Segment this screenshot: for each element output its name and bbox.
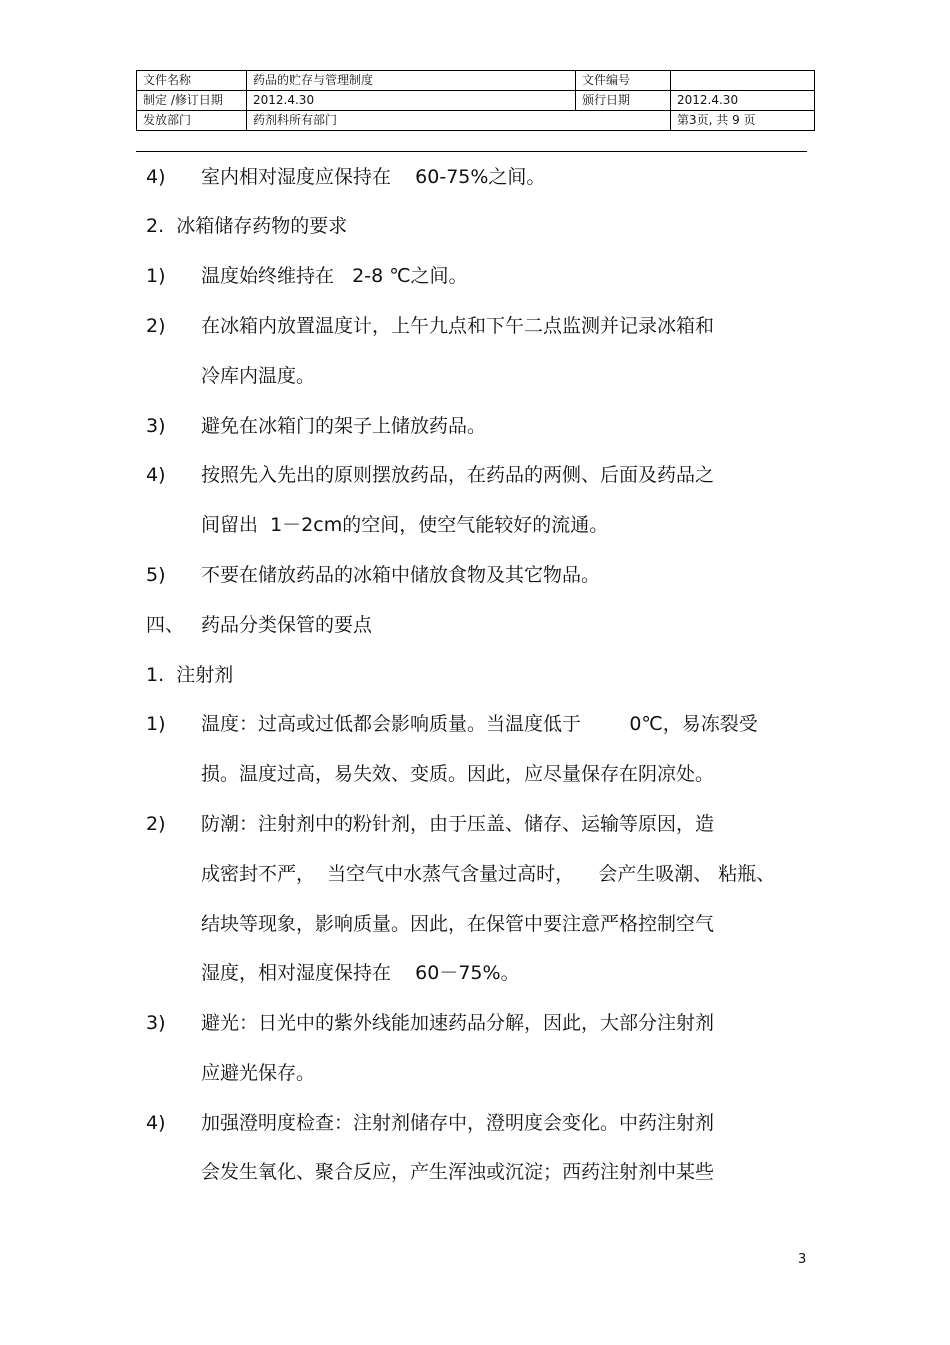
header-rule [136,151,807,152]
item-number: 4) [146,1112,166,1134]
item-number: 4) [146,166,166,188]
item-text: 温度始终维持在 2-8 ℃之间。 [201,265,468,287]
item-number: 5) [146,564,166,586]
page-number: 3 [798,1252,807,1267]
item-number: 1) [146,265,166,287]
item-text: 加强澄明度检查：注射剂储存中，澄明度会变化。中药注射剂 [201,1112,715,1134]
section-heading: 2. 冰箱储存药物的要求 [146,215,348,237]
issue-date-value: 2012.4.30 [671,91,815,111]
doc-name-label: 文件名称 [137,71,247,91]
date-value: 2012.4.30 [247,91,576,111]
section-heading: 1. 注射剂 [146,664,234,686]
header-row-2 [137,91,815,111]
item-text-continued: 间留出 1－2cm的空间，使空气能较好的流通。 [201,514,609,536]
item-text: 按照先入先出的原则摆放药品，在药品的两侧、后面及药品之 [201,464,715,486]
item-number: 4) [146,464,166,486]
item-text: 室内相对湿度应保持在 60-75%之间。 [201,166,546,188]
item-text: 在冰箱内放置温度计，上午九点和下午二点监测并记录冰箱和 [201,315,715,337]
item-text-continued: 损。温度过高，易失效、变质。因此，应尽量保存在阴凉处。 [201,763,715,785]
section-number: 四、 [146,614,185,636]
item-text-continued: 冷库内温度。 [201,365,316,387]
item-text: 不要在储放药品的冰箱中储放食物及其它物品。 [201,564,601,586]
doc-name-value: 药品的贮存与管理制度 [247,71,576,91]
doc-no-value [671,71,815,91]
item-text: 温度：过高或过低都会影响质量。当温度低于 0℃，易冻裂受 [201,713,758,735]
dept-value: 药剂科所有部门 [247,111,671,131]
item-text-continued: 成密封不严， 当空气中水蒸气含量过高时， 会产生吸潮、 粘瓶、 [201,863,776,885]
item-text: 避免在冰箱门的架子上储放药品。 [201,415,487,437]
item-text-continued: 应避光保存。 [201,1062,316,1084]
item-number: 3) [146,1012,166,1034]
page-info: 第3页, 共 9 页 [671,111,815,131]
item-text-continued: 会发生氧化、聚合反应，产生浑浊或沉淀；西药注射剂中某些 [201,1161,715,1183]
item-text-continued: 湿度，相对湿度保持在 60－75%。 [201,962,520,984]
item-text-continued: 结块等现象，影响质量。因此，在保管中要注意严格控制空气 [201,913,715,935]
item-number: 1) [146,713,166,735]
date-label: 制定 /修订日期 [137,91,247,111]
item-number: 2) [146,315,166,337]
doc-no-label: 文件编号 [576,71,671,91]
item-text: 防潮：注射剂中的粉针剂，由于压盖、储存、运输等原因，造 [201,813,715,835]
item-number: 3) [146,415,166,437]
header-row-1 [137,71,815,91]
section-title: 药品分类保管的要点 [201,614,373,636]
item-number: 2) [146,813,166,835]
document-header-table [136,70,815,131]
issue-date-label: 颁行日期 [576,91,671,111]
dept-label: 发放部门 [137,111,247,131]
item-text: 避光：日光中的紫外线能加速药品分解，因此，大部分注射剂 [201,1012,715,1034]
header-row-3 [137,111,815,131]
